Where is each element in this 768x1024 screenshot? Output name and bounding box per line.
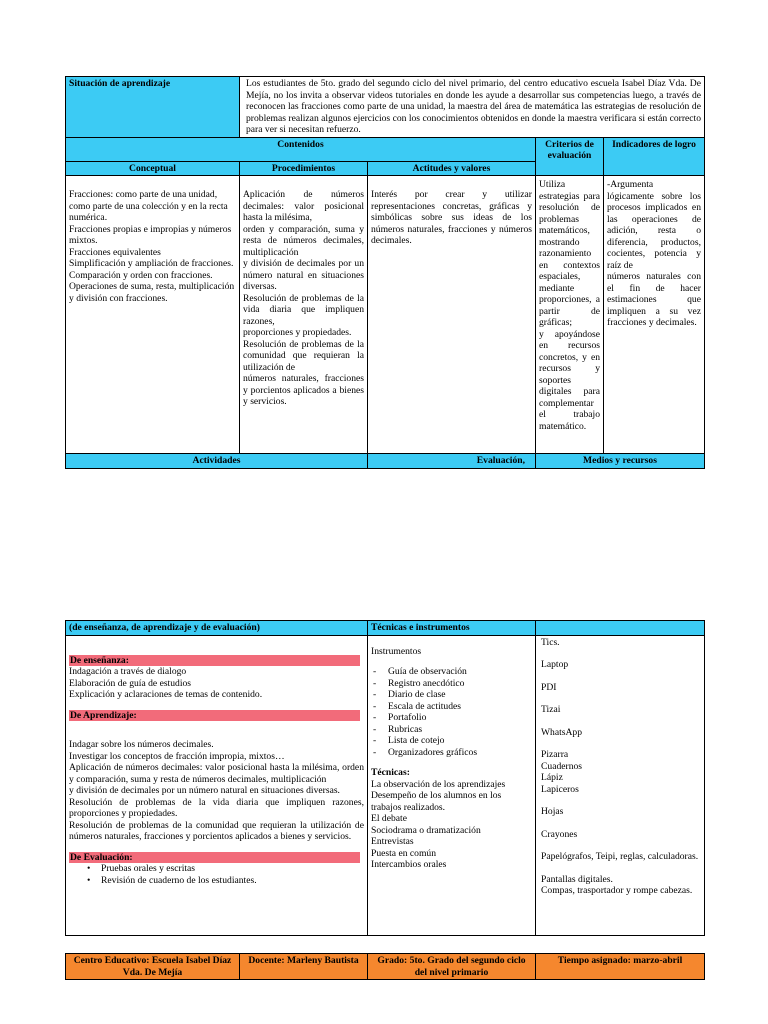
tecnicas-content (368, 635, 536, 935)
conceptual-header: Conceptual (66, 161, 240, 176)
list-item: PDI (541, 681, 557, 693)
tecnicas-subheader: Técnicas e instrumentos (368, 621, 536, 636)
conceptual-content: Fracciones: como parte de una unidad, como parte de una colección y en la recta numérica. Fracciones propias e impropias y números mixtos. Fracciones equivalentes Simplificación y ampliación de fracciones. Comparación y orden con fracciones. Operaciones de suma, resta, multiplicación y división con fracciones. (66, 176, 240, 454)
instrumentos-list (371, 666, 532, 758)
list-item: Tics. (541, 636, 560, 648)
aprendizaje-text: Indagar sobre los números decimales. Investigar los conceptos de fracción impropia, mixtos… Aplicación de números decimales: valor posicional hasta la milésima, orden y comparación, suma y resta de números decimales, multiplicación y división de decimales por un número natural en situaciones diversas. Resolución de problemas de la vida diaria que impliquen razones, proporciones y propiedades. Resolución de problemas de la comunidad que requieran la utilización de números naturales, fracciones y porcientos aplicados a bienes y servicios. (69, 739, 364, 842)
list-item: Laptop (541, 659, 569, 670)
ensenanza-label: De enseñanza: (69, 655, 360, 667)
criterios-header: Criterios de evaluación (536, 137, 604, 176)
actividades-content (66, 635, 368, 935)
list-item: Pizarra Cuadernos Lápiz Lapiceros (541, 749, 583, 795)
evaluacion-list (69, 863, 364, 886)
procedimientos-content: Aplicación de números decimales: valor posicional hasta la milésima, orden y comparación, suma y resta de números decimales, multiplicación y división de decimales por un número natural en situaciones diversas. Resolución de problemas de la vida diaria que impliquen razones, proporciones y propiedades. Resolución de problemas de la comunidad que requieran la utilización de números naturales, fracciones y porcientos aplicados a bienes y servicios. (240, 176, 368, 454)
list-item: - Portafolio (371, 712, 532, 724)
list-item: - Lista de cotejo (371, 735, 532, 747)
list-item: - Organizadores gráficos (371, 747, 532, 759)
list-item: Tizai (541, 704, 561, 715)
actitudes-content: Interés por crear y utilizar representaciones concretas, gráficas y simbólicas sobre sus ideas de los números naturales, fracciones y números decimales. (368, 176, 536, 454)
situacion-label: Situación de aprendizaje (66, 77, 240, 138)
list-item: WhatsApp (541, 726, 583, 738)
centro-educativo: Centro Educativo: Escuela Isabel Díaz Vda. De Mejía (66, 954, 240, 980)
list-item: Hojas (541, 806, 564, 817)
actitudes-header: Actitudes y valores (368, 161, 536, 176)
medios-header: Medios y recursos (536, 454, 705, 469)
indicadores-header: Indicadores de logro (604, 137, 705, 176)
indicadores-content: -Argumenta lógicamente sobre los procesos implicados en las operaciones de adición, resta o diferencia, productos, cocientes, potencia y raíz de números naturales con el fin de hacer estimaciones que impliquen a su vez fracciones y decimales. (604, 176, 705, 454)
docente: Docente: Marleny Bautista (240, 954, 368, 980)
medios-content (536, 635, 705, 935)
situacion-text: Los estudiantes de 5to. grado del segundo ciclo del nivel primario, del centro educativo escuela Isabel Díaz Vda. De Mejía, no los invita a observar videos tutoriales en donde les ayude a desarrollar sus competencias luego, a través de reconocen las fracciones como parte de una unidad, la maestra del área de matemática las estrategias de resolución de problemas realizan algunos ejercicios con los conocimientos obtenidos en donde la maestra verificara si están correcto para ver si necesitan refuerzo. (240, 77, 705, 138)
criterios-content: Utiliza estrategias para resolución de problemas matemáticos, mostrando razonamiento en contextos espaciales, mediante proporciones, a partir de gráficas; y apoyándose en recursos concretos, y en recursos y soportes digitales para complementar el trabajo matemático. (536, 176, 604, 454)
list-item: Papelógrafos, Teipi, reglas, calculadoras. (541, 851, 699, 862)
evaluacion-label: De Evaluación: (69, 852, 360, 864)
list-item: • Pruebas orales y escritas (87, 863, 364, 875)
tecnicas-text: La observación de los aprendizajes Desempeño de los alumnos en los trabajos realizados. El debate Sociodrama o dramatización Entrevistas Puesta en común Intercambios orales (371, 778, 506, 870)
list-item: - Diario de clase (371, 689, 532, 701)
list-item: Pantallas digitales. Compas, trasportador y rompe cabezas. (541, 873, 693, 896)
evaluacion-header: Evaluación, (368, 454, 536, 469)
footer-table (65, 953, 705, 980)
planning-table-1 (65, 76, 705, 469)
contenidos-header: Contenidos (66, 137, 536, 161)
list-item: Crayones (541, 828, 578, 840)
actividades-subheader: (de enseñanza, de aprendizaje y de evaluación) (66, 621, 368, 636)
planning-table-2 (65, 620, 705, 936)
tecnicas-label: Técnicas: (371, 767, 410, 778)
ensenanza-text: Indagación a través de dialogo Elaboración de guía de estudios Explicación y aclaraciones de temas de contenido. (69, 666, 263, 700)
list-item: • Revisión de cuaderno de los estudiantes. (87, 875, 364, 887)
list-item: - Registro anecdótico (371, 678, 532, 690)
list-item: - Rubricas (371, 724, 532, 736)
aprendizaje-label: De Aprendizaje: (69, 710, 360, 722)
procedimientos-header: Procedimientos (240, 161, 368, 176)
list-item: - Guía de observación (371, 666, 532, 678)
actividades-header: Actividades (66, 454, 368, 469)
medios-subheader (536, 621, 705, 636)
instrumentos-label: Instrumentos (371, 645, 422, 657)
grado: Grado: 5to. Grado del segundo ciclo del nivel primario (368, 954, 536, 980)
list-item: - Escala de actitudes (371, 701, 532, 713)
tiempo-asignado: Tiempo asignado: marzo-abril (536, 954, 705, 980)
